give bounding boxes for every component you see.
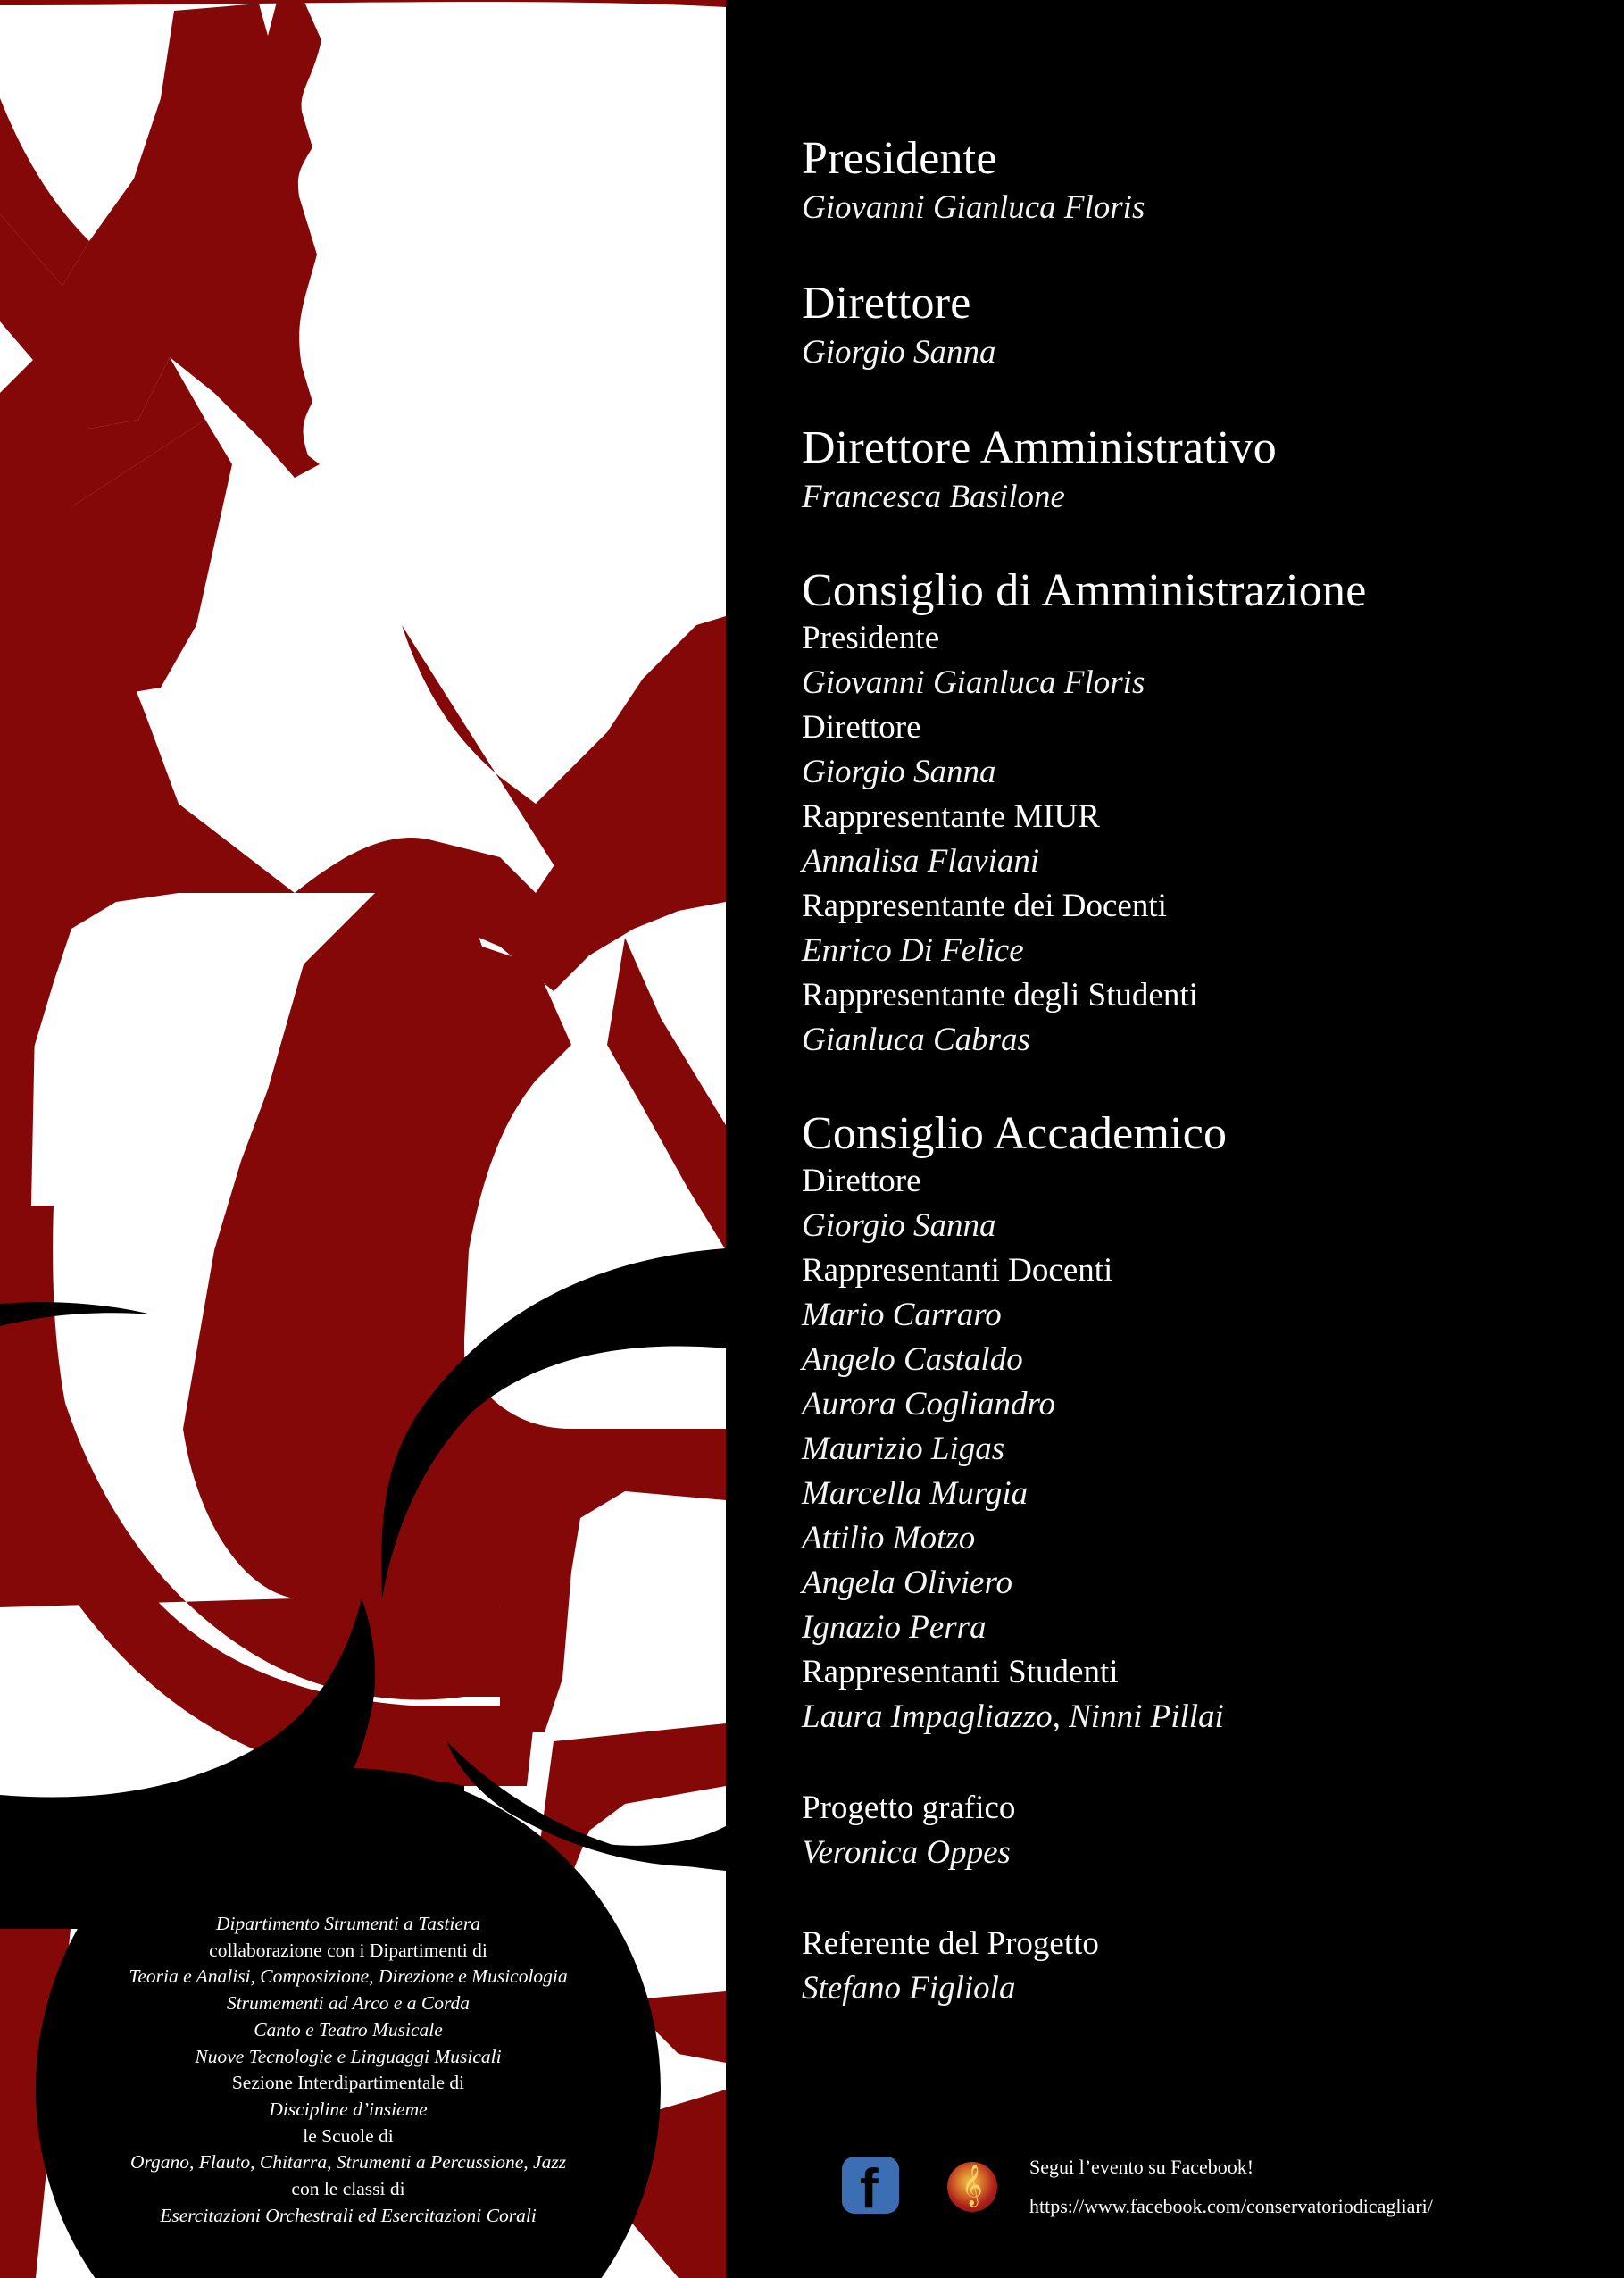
- facebook-cta: Segui l’evento su Facebook!: [1029, 2156, 1254, 2178]
- person-name: Giorgio Sanna: [802, 334, 996, 371]
- person-name: Stefano Figliola: [802, 1970, 1016, 2007]
- section-title: Direttore Amministrativo: [802, 422, 1277, 473]
- facebook-url-link[interactable]: https://www.facebook.com/conservatoriodicagliari/: [1029, 2195, 1433, 2217]
- section-title: Presidente: [802, 133, 997, 184]
- dept-line: Dipartimento Strumenti a Tastiera: [215, 1913, 481, 1934]
- credits-list: [802, 132, 1366, 2057]
- person-name: Veronica Oppes: [802, 1834, 1011, 1871]
- dept-line: Strumementi ad Arco e a Corda: [226, 1992, 471, 2015]
- facebook-info: [1029, 2148, 1433, 2226]
- role-label: Rappresentanti Docenti: [802, 1252, 1113, 1289]
- role-label: Rappresentanti Studenti: [802, 1654, 1119, 1690]
- person-name: Giorgio Sanna: [802, 1207, 996, 1244]
- person-name: Gianluca Cabras: [802, 1022, 1030, 1058]
- role-label: Referente del Progetto: [802, 1925, 1099, 1962]
- section-title: Direttore: [802, 278, 971, 329]
- decorative-art-panel: [0, 0, 726, 2278]
- person-name: Giovanni Gianluca Floris: [802, 664, 1145, 701]
- section-consiglio-accademico: [802, 1109, 1366, 1740]
- person-name: Giovanni Gianluca Floris: [802, 189, 1145, 226]
- person-name: Mario Carraro: [802, 1297, 1002, 1333]
- dept-line: con le classi di: [291, 2178, 405, 2200]
- section-presidente: [802, 132, 1366, 230]
- dept-line: Teoria e Analisi, Composizione, Direzione e Musicologia: [129, 1965, 568, 1988]
- department-credits: [54, 1911, 643, 2229]
- facebook-icon[interactable]: f: [842, 2157, 899, 2214]
- role-label: Presidente: [802, 620, 940, 656]
- person-name: Enrico Di Felice: [802, 932, 1024, 969]
- person-name: Maurizio Ligas: [802, 1431, 1005, 1467]
- person-name: Marcella Murgia: [802, 1475, 1029, 1512]
- dept-line: collaborazione con i Dipartimenti di: [209, 1939, 487, 1961]
- person-name: Ignazio Perra: [802, 1609, 987, 1646]
- role-label: Rappresentante degli Studenti: [802, 977, 1198, 1014]
- dept-line: Canto e Teatro Musicale: [254, 2018, 443, 2040]
- dept-line: Organo, Flauto, Chitarra, Strumenti a Percussione, Jazz: [129, 2151, 567, 2174]
- section-title: Consiglio di Amministrazione: [802, 565, 1367, 616]
- person-name: Angela Oliviero: [802, 1565, 1012, 1601]
- section-title: Consiglio Accademico: [802, 1108, 1228, 1159]
- dept-line: Discipline d’insieme: [269, 2098, 428, 2120]
- role-label: Progetto grafico: [802, 1790, 1016, 1826]
- dept-line: Nuove Tecnologie e Linguaggi Musicali: [195, 2045, 502, 2067]
- section-direttore: [802, 277, 1366, 375]
- person-name: Annalisa Flaviani: [802, 843, 1040, 880]
- section-referente: [802, 1922, 1366, 2011]
- person-name: Giorgio Sanna: [802, 754, 996, 790]
- person-name: Angelo Castaldo: [802, 1341, 1023, 1378]
- section-progetto-grafico: [802, 1786, 1366, 1875]
- person-name: Aurora Cogliandro: [802, 1386, 1056, 1423]
- role-label: Rappresentante MIUR: [802, 798, 1100, 835]
- facebook-footer: [842, 2148, 1610, 2228]
- person-name: Attilio Motzo: [802, 1520, 976, 1556]
- role-label: Direttore: [802, 709, 921, 746]
- section-direttore-amministrativo: [802, 421, 1366, 520]
- credits-panel: [726, 0, 1624, 2278]
- section-consiglio-amministrazione: [802, 566, 1366, 1063]
- dept-line: Sezione Interdipartimentale di: [231, 2072, 465, 2094]
- dept-line: Esercitazioni Orchestrali ed Esercitazioni Corali: [160, 2204, 537, 2226]
- person-name: Laura Impagliazzo, Ninni Pillai: [802, 1698, 1224, 1735]
- person-name: Francesca Basilone: [802, 479, 1065, 515]
- role-label: Direttore: [802, 1163, 921, 1199]
- dept-line: le Scuole di: [303, 2124, 394, 2147]
- conservatorio-logo-icon[interactable]: 𝄞: [947, 2162, 997, 2212]
- role-label: Rappresentante dei Docenti: [802, 888, 1167, 924]
